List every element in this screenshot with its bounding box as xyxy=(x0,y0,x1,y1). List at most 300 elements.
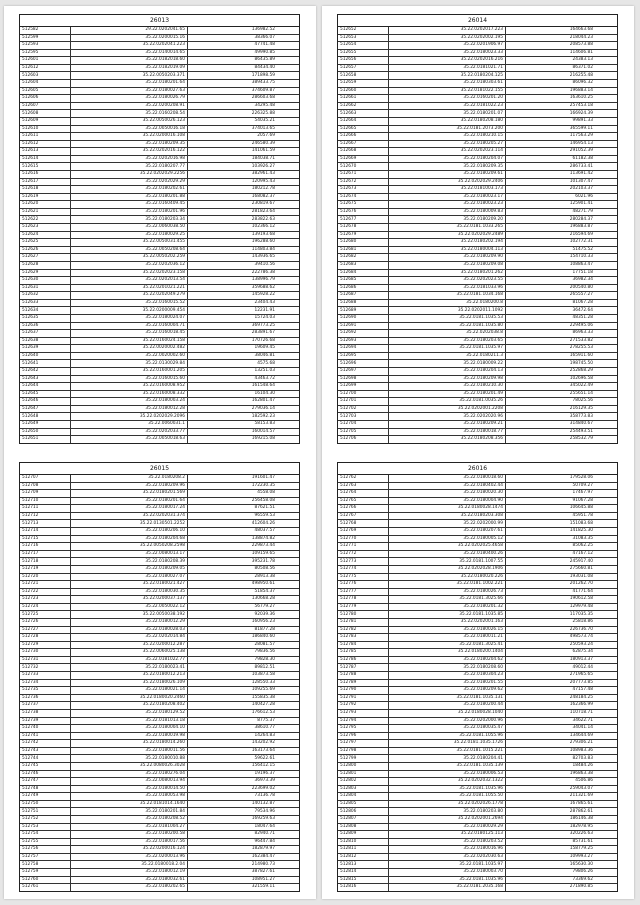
account-code-cell: 35.22.0202013.54 xyxy=(71,277,188,284)
amount-cell: 106645.88 xyxy=(569,505,593,511)
account-code-cell: 35.22.0180018.77 xyxy=(389,429,506,436)
document-page-left xyxy=(4,6,316,899)
account-code-cell: 35.22.0181.1034.168 xyxy=(389,292,506,299)
table-row xyxy=(338,483,617,491)
account-code-cell: 35.22.0202041.223 xyxy=(71,42,188,49)
account-code-cell: 35.22.0180204.62 xyxy=(389,657,506,664)
amount-cell: 198745.50 xyxy=(569,360,593,366)
table-row xyxy=(338,536,617,544)
account-code-cell: 35.22.0180203.34 xyxy=(71,216,188,223)
record-id-cell: 512663 xyxy=(338,110,389,117)
account-code-cell: 35.22.0181022.77 xyxy=(71,657,188,664)
table-row xyxy=(20,702,299,710)
account-code-cell: 35.22.0202023.55 xyxy=(389,277,506,284)
table-row xyxy=(338,801,617,809)
table-row xyxy=(20,368,299,376)
account-code-cell: 35.22.0180023.17 xyxy=(389,194,506,201)
amount-cell: 82940.71 xyxy=(254,831,275,837)
amount-cell: 143936.65 xyxy=(251,254,275,260)
record-id-cell: 512612 xyxy=(20,65,71,72)
record-id-cell: 512632 xyxy=(20,292,71,299)
record-id-cell: 512613 xyxy=(20,148,71,155)
amount-cell: 48037.57 xyxy=(254,528,275,534)
amount-cell: 498573.74 xyxy=(569,634,593,640)
record-id-cell: 512653 xyxy=(338,35,389,42)
amount-cell: 49012.44 xyxy=(572,664,593,670)
table-row xyxy=(338,490,617,498)
record-id-cell: 512630 xyxy=(20,277,71,284)
table-row xyxy=(338,35,617,43)
amount-cell: 113691.42 xyxy=(569,171,593,177)
table-row xyxy=(20,596,299,604)
table-row xyxy=(338,498,617,506)
account-code-cell: 35.22.0180208.60 xyxy=(389,664,506,671)
amount-cell: 101307.47 xyxy=(569,178,593,184)
account-code-cell: 35.22.0180200.8 xyxy=(389,300,506,307)
table-row xyxy=(338,383,617,391)
table-row xyxy=(20,861,299,869)
table-row xyxy=(338,687,617,695)
record-id-cell: 512669 xyxy=(338,156,389,163)
account-code-cell: 35.22.0202031.374 xyxy=(71,513,188,520)
account-code-cell: 35.22.0180208.39 xyxy=(71,558,188,565)
account-code-cell: 35.22.0180276.04 xyxy=(71,771,188,778)
record-id-cell: 512766 xyxy=(338,505,389,512)
amount-cell: 275660.81 xyxy=(569,566,593,572)
record-id-cell: 512807 xyxy=(338,816,389,823)
amount-cell: 222786.38 xyxy=(251,269,275,275)
amount-cell: 286733.41 xyxy=(569,163,593,169)
account-code-cell: 35.22.0180026.109 xyxy=(71,680,188,687)
record-id-cell: 512619 xyxy=(20,194,71,201)
account-code-cell: 35.22.0180204.07 xyxy=(389,156,506,163)
record-id-cell: 512799 xyxy=(338,755,389,762)
account-code-cell: 35.22.0200009.454 xyxy=(71,307,188,314)
amount-cell: 182978.95 xyxy=(569,823,593,829)
table-row xyxy=(338,285,617,293)
table-row xyxy=(338,884,617,891)
table-row xyxy=(338,88,617,96)
amount-cell: 43463.72 xyxy=(254,375,275,381)
table-row xyxy=(20,498,299,506)
amount-cell: 287862.61 xyxy=(569,808,593,814)
amount-cell: 258532.79 xyxy=(569,436,593,442)
account-code-cell: 35.22.0202014.84 xyxy=(71,634,188,641)
record-id-cell: 512779 xyxy=(338,604,389,611)
table-row xyxy=(338,254,617,262)
account-code-cell: 35.22.0180125.113 xyxy=(389,831,506,838)
amount-cell: 23404.43 xyxy=(254,299,275,305)
amount-cell: 182592.23 xyxy=(251,413,275,419)
account-code-cell: 35.22.0182019.09 xyxy=(71,65,188,72)
record-id-cell: 512739 xyxy=(20,718,71,725)
record-id-cell: 512709 xyxy=(20,490,71,497)
amount-cell: 12231.91 xyxy=(254,307,275,313)
record-id-cell: 512624 xyxy=(20,232,71,239)
record-id-cell: 512801 xyxy=(338,771,389,778)
record-id-cell: 512650 xyxy=(20,429,71,436)
table-row xyxy=(20,171,299,179)
record-id-cell: 512690 xyxy=(338,315,389,322)
record-id-cell: 512667 xyxy=(338,141,389,148)
account-code-cell: 35.22.0180020.2460 xyxy=(71,695,188,702)
amount-cell: 25818.86 xyxy=(572,619,593,625)
record-id-cell: 512754 xyxy=(20,831,71,838)
account-code-cell: 35.22.0180014.260 xyxy=(71,740,188,747)
account-code-cell: 35.22.0181.1035.1726 xyxy=(389,740,506,747)
table-row xyxy=(20,619,299,627)
account-code-cell: 35.22.0180020.30 xyxy=(389,490,506,497)
amount-cell: 229873.44 xyxy=(251,543,275,549)
amount-cell: 145928.22 xyxy=(251,292,275,298)
table-row xyxy=(20,846,299,854)
amount-cell: 279306.21 xyxy=(569,740,593,746)
table-row xyxy=(20,338,299,346)
account-code-cell: 35.22.0180010.88 xyxy=(71,755,188,762)
record-id-cell: 512718 xyxy=(20,558,71,565)
record-id-cell: 512643 xyxy=(20,376,71,383)
amount-cell: 136982.52 xyxy=(251,27,275,33)
account-code-cell: 35.22.0180209.21 xyxy=(389,421,506,428)
record-id-cell: 512623 xyxy=(20,224,71,231)
amount-cell: 207773.85 xyxy=(569,679,593,685)
account-code-cell: 35.22.0202030.63 xyxy=(389,854,506,861)
amount-cell: 18047.64 xyxy=(254,823,275,829)
table-row xyxy=(338,209,617,217)
record-id-cell: 512747 xyxy=(20,778,71,785)
table-row xyxy=(338,824,617,832)
account-code-cell: 35.22.0200012.287 xyxy=(71,642,188,649)
record-id-cell: 512730 xyxy=(20,649,71,656)
record-id-cell: 512617 xyxy=(20,179,71,186)
amount-cell: 117563.29 xyxy=(569,133,593,139)
record-id-cell: 512676 xyxy=(338,209,389,216)
table-row xyxy=(338,360,617,368)
account-code-cell: 35.22.0180208.402 xyxy=(71,702,188,709)
amount-cell: 158779.25 xyxy=(569,846,593,852)
account-code-cell: 35.22.0181022.155 xyxy=(389,88,506,95)
record-id-cell: 512792 xyxy=(338,702,389,709)
table-row xyxy=(20,216,299,224)
record-id-cell: 512631 xyxy=(20,285,71,292)
table-row xyxy=(20,831,299,839)
record-id-cell: 512804 xyxy=(338,793,389,800)
table-row xyxy=(338,262,617,270)
account-code-cell: 35.22.0180209.61 xyxy=(389,171,506,178)
account-code-cell: 35.22.0180004.90 xyxy=(389,498,506,505)
record-id-cell: 512743 xyxy=(20,748,71,755)
record-id-cell: 512628 xyxy=(20,262,71,269)
amount-cell: 168082.37 xyxy=(251,193,275,199)
record-id-cell: 512749 xyxy=(20,793,71,800)
table-row xyxy=(338,80,617,88)
record-id-cell: 512607 xyxy=(20,103,71,110)
amount-cell: 200540.80 xyxy=(569,284,593,290)
record-id-cell: 512662 xyxy=(338,103,389,110)
record-id-cell: 512636 xyxy=(20,323,71,330)
account-code-cell: 35.22.0180200.58 xyxy=(71,831,188,838)
account-code-cell: 35.22.0180201.49 xyxy=(389,391,506,398)
record-id-cell: 512798 xyxy=(338,748,389,755)
account-code-cell: 35.22.0180204.13 xyxy=(389,368,506,375)
amount-cell: 140132.87 xyxy=(251,801,275,806)
record-id-cell: 512812 xyxy=(338,854,389,861)
account-code-cell: 35.22.0180005.12 xyxy=(389,536,506,543)
record-id-cell: 512773 xyxy=(338,558,389,565)
amount-cell: 4506.86 xyxy=(575,778,593,784)
table-row xyxy=(20,194,299,202)
amount-cell: 6021.96 xyxy=(575,193,593,199)
account-code-cell: 35.22.0202000.99 xyxy=(389,520,506,527)
record-id-cell: 512720 xyxy=(20,574,71,581)
amount-cell: 412604.26 xyxy=(251,520,275,526)
amount-cell: 47157.48 xyxy=(572,687,593,693)
account-code-cell: 35.22.0202029.2256 xyxy=(71,171,188,178)
amount-cell: 230819.67 xyxy=(251,201,275,207)
table-row xyxy=(338,528,617,536)
record-id-cell: 512685 xyxy=(338,277,389,284)
account-code-cell: 35.22.0181.1035.80 xyxy=(389,323,506,330)
table-row xyxy=(338,247,617,255)
record-id-cell: 512746 xyxy=(20,771,71,778)
table-row xyxy=(20,520,299,528)
record-id-cell: 512732 xyxy=(20,664,71,671)
record-id-cell: 512609 xyxy=(20,118,71,125)
amount-cell: 164663.68 xyxy=(569,27,593,33)
record-id-cell: 512803 xyxy=(338,786,389,793)
account-code-cell: 35.22.0180201.88 xyxy=(71,194,188,201)
table-row xyxy=(338,277,617,285)
table-row xyxy=(338,376,617,384)
table-row xyxy=(20,270,299,278)
amount-cell: 170726.68 xyxy=(251,337,275,343)
amount-cell: 129979.48 xyxy=(569,603,593,609)
amount-cell: 169215.08 xyxy=(251,436,275,442)
table-row xyxy=(20,65,299,73)
account-code-cell: 35.22.0180009.83 xyxy=(389,209,506,216)
account-code-cell: 35.22.0180006.53 xyxy=(389,771,506,778)
account-code-cell: 35.22.0180028.03 xyxy=(71,627,188,634)
record-id-cell: 512707 xyxy=(20,475,71,482)
table-row xyxy=(338,353,617,361)
amount-cell: 17751.18 xyxy=(572,269,593,275)
table-row xyxy=(338,141,617,149)
amount-cell: 314840.67 xyxy=(569,421,593,427)
account-code-cell: 35.22.0180201.64 xyxy=(71,80,188,87)
record-id-cell: 512710 xyxy=(20,498,71,505)
account-code-cell: 35.22.0180208.180 xyxy=(389,118,506,125)
account-code-cell: 35.22.0130029.84 xyxy=(71,360,188,367)
table-row xyxy=(20,421,299,429)
amount-cell: 214980.73 xyxy=(251,861,275,867)
table-row xyxy=(20,345,299,353)
account-code-cell: 35.22.0180027.63 xyxy=(71,88,188,95)
amount-cell: 155835.38 xyxy=(251,694,275,700)
amount-cell: 250593.24 xyxy=(569,641,593,647)
amount-cell: 160956.23 xyxy=(251,619,275,625)
account-code-cell: 35.22.0160409.45 xyxy=(71,201,188,208)
table-row xyxy=(338,771,617,779)
amount-cell: 128550.33 xyxy=(251,679,275,685)
record-id-cell: 512786 xyxy=(338,657,389,664)
account-code-cell: 35.22.0050031.455 xyxy=(71,239,188,246)
table-row xyxy=(338,391,617,399)
table-row xyxy=(338,436,617,443)
account-code-cell: 35.22.0180201.32 xyxy=(389,604,506,611)
table-row xyxy=(338,642,617,650)
record-id-cell: 512719 xyxy=(20,566,71,573)
record-id-cell: 512687 xyxy=(338,292,389,299)
table-row xyxy=(338,118,617,126)
amount-cell: 19196.37 xyxy=(254,770,275,776)
amount-cell: 216594.69 xyxy=(569,231,593,237)
table-row xyxy=(20,642,299,650)
account-code-cell: 35.22.0180012.28 xyxy=(71,406,188,413)
record-id-cell: 512692 xyxy=(338,330,389,337)
table-row xyxy=(20,483,299,491)
account-code-cell: 35.22.0180029.25 xyxy=(71,232,188,239)
table-row xyxy=(338,786,617,794)
account-code-cell: 35.22.0180204.41 xyxy=(389,755,506,762)
table-row xyxy=(338,292,617,300)
amount-cell: 283891.67 xyxy=(251,330,275,336)
record-id-cell: 512703 xyxy=(338,413,389,420)
table-row xyxy=(338,315,617,323)
record-id-cell: 512691 xyxy=(338,323,389,330)
record-id-cell: 512714 xyxy=(20,528,71,535)
amount-cell: 184038.71 xyxy=(251,155,275,161)
account-code-cell: 35.22.0202023.114 xyxy=(389,148,506,155)
table-row xyxy=(20,247,299,255)
amount-cell: 103873.58 xyxy=(251,672,275,678)
amount-cell: 154710.33 xyxy=(569,254,593,260)
record-id-cell: 512656 xyxy=(338,57,389,64)
account-code-cell: 35.22.0202016.216 xyxy=(389,57,506,64)
table-row xyxy=(338,710,617,718)
account-code-cell: 35.22.0181.1033.265 xyxy=(389,224,506,231)
account-code-cell: 35.22.0202001.163 xyxy=(389,619,506,626)
table-row xyxy=(338,345,617,353)
amount-cell: 81067.28 xyxy=(572,299,593,305)
account-code-cell: 35.22.0180204.125 xyxy=(389,72,506,79)
account-code-cell: 35.22.0181.1007.55 xyxy=(389,558,506,565)
account-code-cell: 35.22.0180019.98 xyxy=(71,733,188,740)
table-row xyxy=(20,383,299,391)
record-id-cell: 512778 xyxy=(338,596,389,603)
account-code-cell: 35.22.0202025.4658 xyxy=(389,543,506,550)
table-row xyxy=(20,733,299,741)
amount-cell: 34295.48 xyxy=(254,102,275,108)
table-row xyxy=(338,581,617,589)
account-code-cell: 35.22.0180208.52 xyxy=(71,816,188,823)
table-row xyxy=(20,824,299,832)
account-code-cell: 35.22.0050016.18 xyxy=(71,126,188,133)
account-code-cell: 35.22.0202029.2489 xyxy=(389,232,506,239)
amount-cell: 4558.08 xyxy=(257,490,275,496)
amount-cell: 165911.60 xyxy=(569,353,593,358)
account-code-cell: 35.22.0182018.60 xyxy=(71,57,188,64)
amount-cell: 186840.60 xyxy=(251,634,275,640)
amount-cell: 134644.69 xyxy=(569,732,593,738)
amount-cell: 16104.30 xyxy=(254,390,275,396)
account-code-cell: 35.22.0200208.91 xyxy=(71,103,188,110)
record-id-cell: 512614 xyxy=(20,156,71,163)
account-code-cell: 35.22.0181.0035.26 xyxy=(389,398,506,405)
account-code-cell: 35.22.0180209.05 xyxy=(71,566,188,573)
table-row xyxy=(338,649,617,657)
account-code-cell: 35.22.0202002.195 xyxy=(389,35,506,42)
account-code-cell: 35.22.0202029.29 xyxy=(71,179,188,186)
record-id-cell: 512721 xyxy=(20,581,71,588)
record-id-cell: 512640 xyxy=(20,353,71,360)
record-id-cell: 512753 xyxy=(20,824,71,831)
record-id-cell: 512727 xyxy=(20,627,71,634)
account-code-cell: 35.22.0180202.65 xyxy=(71,884,188,891)
table-row xyxy=(338,57,617,65)
amount-cell: 34041.14 xyxy=(572,725,593,731)
table-body xyxy=(20,27,299,443)
account-code-cell: 35.22.0181.1035.131 xyxy=(389,695,506,702)
account-code-cell: 35.22.0180053.98 xyxy=(71,793,188,800)
amount-cell: 138996.79 xyxy=(251,277,275,283)
account-code-cell: 35.22.0180201.07 xyxy=(389,110,506,117)
record-id-cell: 512649 xyxy=(20,421,71,428)
account-code-cell: 35.22.0080013.17 xyxy=(71,551,188,558)
data-table xyxy=(337,462,618,892)
account-code-cell: 35.22.0180011.56 xyxy=(71,748,188,755)
table-row xyxy=(20,604,299,612)
record-id-cell: 512725 xyxy=(20,611,71,618)
table-row xyxy=(20,148,299,156)
record-id-cell: 512796 xyxy=(338,733,389,740)
record-id-cell: 512774 xyxy=(338,566,389,573)
table-row xyxy=(20,687,299,695)
account-code-cell: 35.22.0181004.27 xyxy=(71,824,188,831)
record-id-cell: 512622 xyxy=(20,216,71,223)
account-code-cell: 35.22.0180201.262 xyxy=(389,270,506,277)
table-row xyxy=(20,490,299,498)
account-code-cell: 35.22.0180023.23 xyxy=(389,201,506,208)
table-row xyxy=(20,513,299,521)
amount-cell: 387827.61 xyxy=(251,869,275,875)
table-row xyxy=(20,179,299,187)
amount-cell: 81877.28 xyxy=(254,626,275,632)
record-id-cell: 512794 xyxy=(338,718,389,725)
table-row xyxy=(20,413,299,421)
amount-cell: 102696.58 xyxy=(569,375,593,381)
record-id-cell: 512731 xyxy=(20,657,71,664)
amount-cell: 151083.68 xyxy=(569,520,593,526)
record-id-cell: 512768 xyxy=(338,520,389,527)
record-id-cell: 512639 xyxy=(20,345,71,352)
record-id-cell: 512704 xyxy=(338,421,389,428)
account-code-cell: 35.22.0180209.08 xyxy=(389,262,506,269)
account-code-cell: 35.22.0180210.15 xyxy=(389,133,506,140)
table-row xyxy=(20,475,299,483)
amount-cell: 24383.13 xyxy=(572,57,593,63)
amount-cell: 86371.02 xyxy=(572,65,593,71)
account-code-cell: 35.22.0180012.19 xyxy=(71,869,188,876)
amount-cell: 186146.38 xyxy=(569,816,593,822)
record-id-cell: 512645 xyxy=(20,391,71,398)
record-id-cell: 512782 xyxy=(338,627,389,634)
amount-cell: 156412.15 xyxy=(251,763,275,769)
account-code-cell: 35.22.0202032.1322 xyxy=(389,778,506,785)
record-id-cell: 512815 xyxy=(338,877,389,884)
account-code-cell: 35.22.0180203.65 xyxy=(389,338,506,345)
amount-cell: 79806.26 xyxy=(572,869,593,875)
account-code-cell: 35.22.0202017.223 xyxy=(389,27,506,34)
